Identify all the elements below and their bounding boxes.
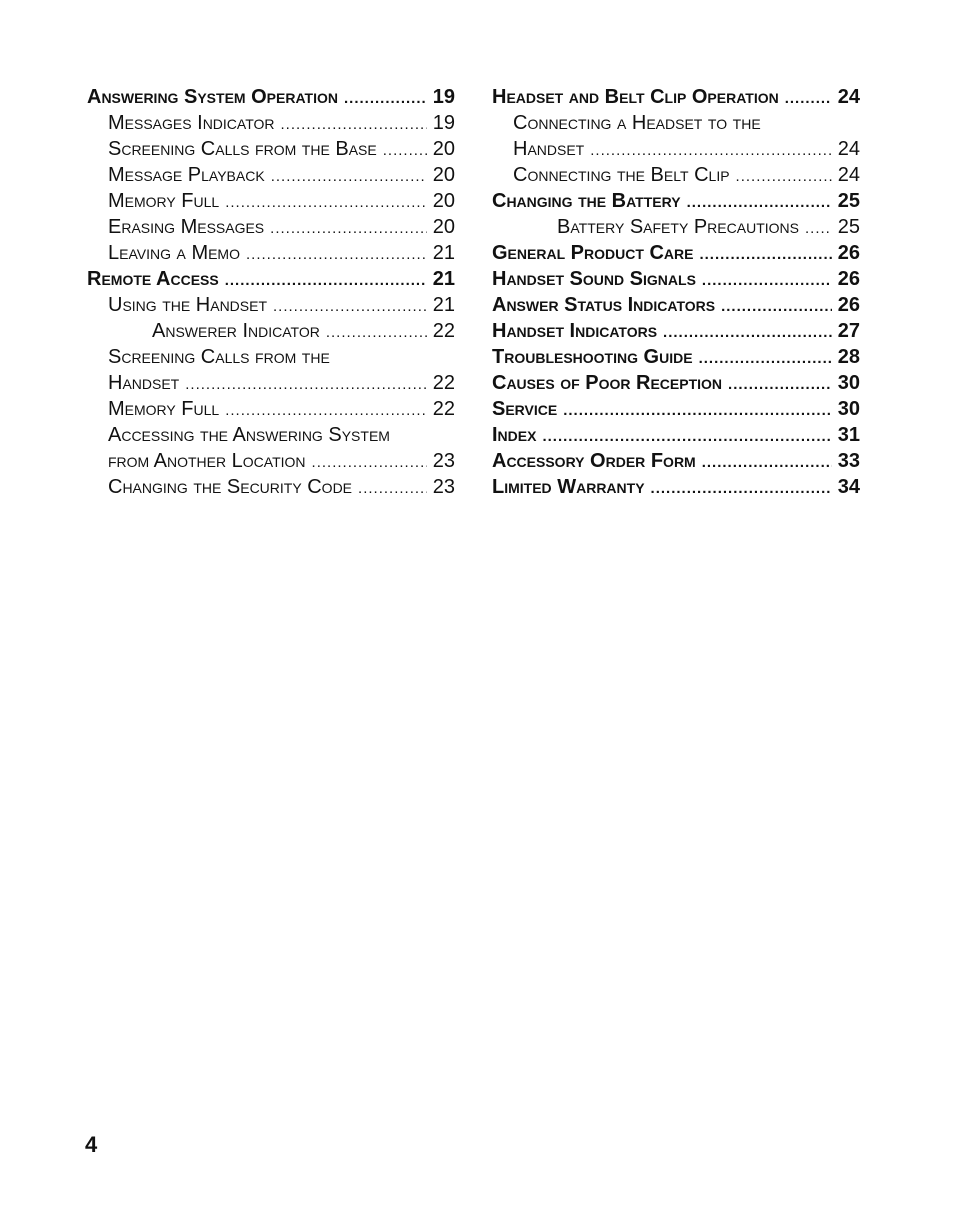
toc-entry-page: 19 (432, 86, 455, 108)
toc-leader-dots (312, 450, 427, 476)
toc-entry-page: 34 (837, 476, 860, 498)
toc-entry-line1[interactable] (87, 344, 455, 370)
toc-entry[interactable] (492, 318, 860, 344)
toc-entry[interactable] (87, 292, 455, 318)
toc-entry-page: 24 (837, 138, 860, 160)
toc-leader-dots (590, 138, 832, 164)
toc-entry-title: Answer Status Indicators (492, 294, 716, 316)
toc-entry[interactable] (87, 162, 455, 188)
toc-entry-title: Headset and Belt Clip Operation (492, 86, 779, 108)
toc-entry-title: from Another Location (108, 450, 306, 472)
toc-leader-dots (721, 294, 832, 320)
toc-entry-line1[interactable] (87, 422, 455, 448)
toc-entry-page: 26 (837, 294, 860, 316)
toc-entry[interactable] (492, 136, 860, 162)
toc-entry-title: Connecting the Belt Clip (513, 164, 730, 186)
toc-entry-page: 30 (837, 372, 860, 394)
toc-entry-page: 21 (432, 268, 455, 290)
toc-entry-title: Using the Handset (108, 294, 268, 316)
toc-entry[interactable] (492, 344, 860, 370)
toc-entry[interactable] (492, 266, 860, 292)
toc-leader-dots (271, 164, 427, 190)
toc-entry-page: 25 (837, 190, 860, 212)
toc-entry-page: 22 (432, 372, 455, 394)
toc-entry-title: Answerer Indicator (152, 320, 320, 342)
toc-leader-dots (699, 346, 832, 372)
toc-entry-title: Messages Indicator (108, 112, 275, 134)
toc-entry-page: 27 (837, 320, 860, 342)
toc-entry-page: 26 (837, 242, 860, 264)
toc-entry-title: Screening Calls from the (108, 346, 330, 368)
toc-entry-title: Causes of Poor Reception (492, 372, 723, 394)
toc-entry-title: Handset Indicators (492, 320, 658, 342)
toc-entry[interactable] (87, 318, 455, 344)
toc-entry[interactable] (492, 214, 860, 240)
toc-leader-dots (270, 216, 427, 242)
toc-entry-page: 20 (432, 164, 455, 186)
toc-entry[interactable] (492, 162, 860, 188)
toc-leader-dots (805, 216, 832, 242)
toc-entry[interactable] (492, 474, 860, 500)
toc-entry[interactable] (87, 240, 455, 266)
toc-entry[interactable] (492, 240, 860, 266)
toc-entry-page: 23 (432, 450, 455, 472)
toc-entry-page: 20 (432, 216, 455, 238)
toc-leader-dots (344, 86, 427, 112)
toc-entry[interactable] (492, 84, 860, 110)
toc-entry-page: 19 (432, 112, 455, 134)
toc-entry-title: Battery Safety Precautions (557, 216, 799, 238)
toc-entry-page: 20 (432, 190, 455, 212)
toc-leader-dots (225, 398, 427, 424)
toc-entry-title: Message Playback (108, 164, 265, 186)
toc-leader-dots (563, 398, 832, 424)
toc-leader-dots (785, 86, 832, 112)
toc-leader-dots (736, 164, 832, 190)
toc-leader-dots (728, 372, 832, 398)
toc-entry-page: 28 (837, 346, 860, 368)
toc-entry-page: 21 (432, 242, 455, 264)
page-number: 4 (85, 1132, 98, 1157)
toc-leader-dots (383, 138, 427, 164)
toc-entry[interactable] (87, 136, 455, 162)
toc-entry[interactable] (87, 474, 455, 500)
toc-entry[interactable] (492, 370, 860, 396)
toc-entry-title: Changing the Battery (492, 190, 681, 212)
toc-entry[interactable] (87, 448, 455, 474)
toc-entry[interactable] (87, 396, 455, 422)
toc-entry[interactable] (492, 188, 860, 214)
toc-entry[interactable] (492, 422, 860, 448)
toc-entry-title: Handset Sound Signals (492, 268, 696, 290)
toc-entry-title: Service (492, 398, 558, 420)
toc-entry-page: 21 (432, 294, 455, 316)
toc-entry[interactable] (87, 84, 455, 110)
toc-leader-dots (185, 372, 427, 398)
toc-entry[interactable] (492, 292, 860, 318)
toc-leader-dots (651, 476, 832, 502)
toc-entry[interactable] (492, 448, 860, 474)
toc-leader-dots (358, 476, 427, 502)
toc-entry-title: Memory Full (108, 398, 220, 420)
toc-left-column (87, 84, 455, 500)
toc-entry-title: Answering System Operation (87, 86, 338, 108)
toc-leader-dots (699, 242, 831, 268)
toc-leader-dots (326, 320, 427, 346)
toc-leader-dots (246, 242, 427, 268)
toc-entry-page: 30 (837, 398, 860, 420)
toc-leader-dots (687, 190, 832, 216)
toc-entry[interactable] (87, 110, 455, 136)
toc-entry-page: 20 (432, 138, 455, 160)
toc-entry-page: 24 (837, 86, 860, 108)
toc-entry-title: Accessory Order Form (492, 450, 696, 472)
toc-entry-title: General Product Care (492, 242, 694, 264)
toc-entry-page: 24 (837, 164, 860, 186)
toc-entry-page: 25 (837, 216, 860, 238)
toc-leader-dots (702, 268, 832, 294)
toc-entry-title: Limited Warranty (492, 476, 645, 498)
toc-entry-title: Connecting a Headset to the (513, 112, 761, 134)
toc-right-column (492, 84, 860, 500)
toc-entry[interactable] (492, 396, 860, 422)
toc-leader-dots (225, 268, 427, 294)
toc-entry-title: Handset (108, 372, 180, 394)
toc-entry-title: Accessing the Answering System (108, 424, 390, 446)
toc-entry-title: Leaving a Memo (108, 242, 240, 264)
toc-entry[interactable] (87, 188, 455, 214)
toc-entry-page: 33 (837, 450, 860, 472)
toc-entry-title: Handset (513, 138, 585, 160)
toc-entry-title: Troubleshooting Guide (492, 346, 693, 368)
toc-leader-dots (281, 112, 427, 138)
toc-entry-page: 31 (837, 424, 860, 446)
toc-entry-line1[interactable] (492, 110, 860, 136)
toc-leader-dots (273, 294, 427, 320)
toc-entry[interactable] (87, 214, 455, 240)
toc-entry[interactable] (87, 266, 455, 292)
toc-entry[interactable] (87, 370, 455, 396)
toc-entry-page: 22 (432, 320, 455, 342)
toc-leader-dots (702, 450, 832, 476)
toc-leader-dots (663, 320, 832, 346)
toc-entry-title: Memory Full (108, 190, 220, 212)
toc-entry-title: Index (492, 424, 537, 446)
toc-entry-title: Screening Calls from the Base (108, 138, 377, 160)
toc-entry-title: Erasing Messages (108, 216, 265, 238)
toc-leader-dots (542, 424, 831, 450)
toc-leader-dots (225, 190, 427, 216)
toc-entry-title: Changing the Security Code (108, 476, 353, 498)
toc-entry-page: 23 (432, 476, 455, 498)
toc-entry-page: 26 (837, 268, 860, 290)
toc-entry-title: Remote Access (87, 268, 219, 290)
toc-entry-page: 22 (432, 398, 455, 420)
